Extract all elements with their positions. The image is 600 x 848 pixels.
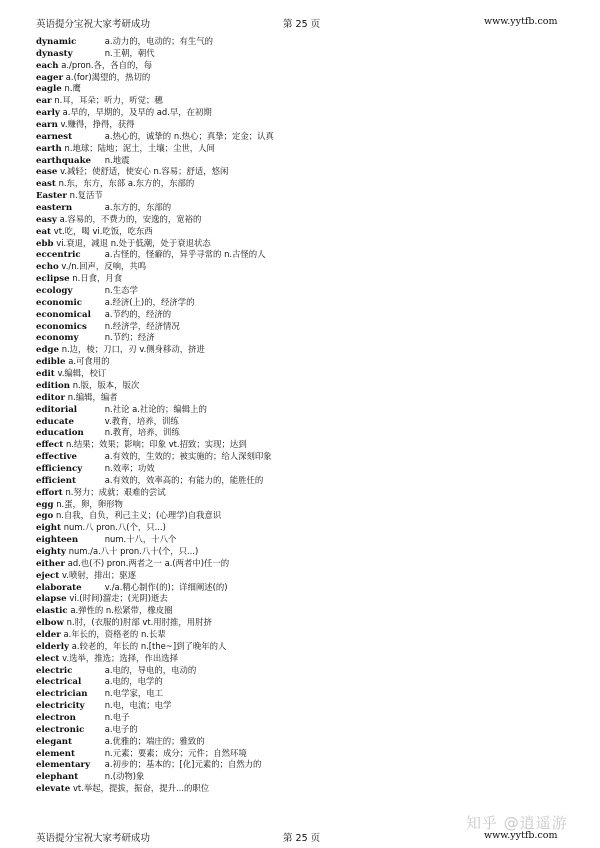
entry-definition: a.初步的；基本的；[化]元素的；自然力的: [104, 759, 262, 770]
vocab-entry: [36, 665, 576, 677]
vocab-entry: [36, 629, 576, 641]
entry-word: eagle: [36, 84, 62, 95]
entry-definition: a.东方的，东部的: [104, 202, 172, 213]
entry-definition: num.八 pron.八(个，只...): [63, 522, 166, 533]
vocab-entry: [36, 380, 576, 392]
vocab-entry: [36, 214, 576, 226]
entry-definition: n.蛋，卵，卵形物: [56, 498, 123, 509]
vocab-entry: [36, 72, 576, 84]
vocab-entry: [36, 558, 576, 570]
vocab-entry: [36, 83, 576, 95]
entry-word: ease: [36, 167, 58, 178]
vocab-entry: [36, 593, 576, 605]
entry-definition: v.减轻；使舒适，使安心 n.容易；舒适，悠闲: [60, 166, 229, 177]
entry-definition: n.复活节: [69, 190, 103, 201]
entry-word: egg: [36, 499, 54, 510]
entry-definition: a.古怪的，怪癖的，异乎寻常的 n.古怪的人: [104, 249, 266, 260]
entry-word: elevate: [36, 784, 71, 795]
entry-definition: v./a.精心制作(的)；详细阐述(的): [104, 581, 228, 592]
entry-definition: n.结果；效果；影响；印象 vt.招致；实现；达到: [65, 439, 247, 450]
footer-page-number: 第 25 页: [283, 833, 321, 844]
entry-definition: a.较老的，年长的 n.[the~]到了晚年的人: [71, 640, 227, 651]
vocab-entry: [36, 688, 576, 700]
watermark: 知乎 @逍遥游: [466, 814, 568, 832]
vocabulary-list: [36, 36, 576, 795]
vocab-entry: [36, 724, 576, 736]
vocab-entry: [36, 522, 576, 534]
entry-word: eight: [36, 523, 61, 534]
page-header: [0, 16, 600, 30]
entry-word: east: [36, 179, 56, 190]
entry-word: elderly: [36, 641, 69, 652]
entry-word: either: [36, 558, 65, 569]
entry-word: earthquake: [36, 155, 92, 166]
entry-definition: v.喷射，排出；驱逐: [61, 569, 136, 580]
entry-definition: n.生态学: [104, 285, 138, 296]
entry-word: editorial: [36, 404, 78, 415]
vocab-entry: [36, 309, 576, 321]
vocab-entry: [36, 463, 576, 475]
entry-word: eclipse: [36, 274, 70, 285]
vocab-entry: [36, 60, 576, 72]
vocab-entry: [36, 759, 576, 771]
vocab-entry: [36, 582, 576, 594]
entry-definition: a.弹性的 n.松紧带，橡皮圈: [70, 605, 173, 616]
vocab-entry: [36, 771, 576, 783]
vocab-entry: [36, 570, 576, 582]
vocab-entry: [36, 605, 576, 617]
vocab-entry: [36, 178, 576, 190]
vocab-entry: [36, 107, 576, 119]
entry-definition: n.经济学，经济情况: [104, 320, 180, 331]
entry-definition: v.赚得，挣得，获得: [60, 119, 135, 130]
entry-definition: n.地球；陆地；泥土，土壤；尘世，人间: [64, 142, 215, 153]
entry-word: effect: [36, 440, 64, 451]
vocab-entry: [36, 36, 576, 48]
entry-definition: a./pron.各，各自的，每: [61, 59, 153, 70]
header-left-text: 英语提分宝祝大家考研成功: [36, 19, 151, 30]
vocab-entry: [36, 499, 576, 511]
entry-word: electric: [36, 665, 73, 676]
entry-definition: n.电子: [104, 711, 130, 722]
vocab-entry: [36, 712, 576, 724]
entry-definition: n.(动物)象: [104, 771, 145, 782]
entry-definition: n.东，东方，东部 a.东方的，东部的: [58, 178, 195, 189]
entry-word: educate: [36, 416, 74, 427]
entry-definition: n.版，版本，版次: [72, 379, 140, 390]
entry-word: electrician: [36, 689, 88, 700]
entry-word: element: [36, 748, 75, 759]
vocab-entry: [36, 297, 576, 309]
vocab-entry: [36, 546, 576, 558]
entry-word: elastic: [36, 606, 68, 617]
entry-word: edible: [36, 357, 66, 368]
entry-word: earth: [36, 143, 62, 154]
entry-definition: n.编辑，编者: [67, 391, 118, 402]
entry-definition: n.节约；经济: [104, 332, 155, 343]
footer-left-text: 英语提分宝祝大家考研成功: [36, 833, 151, 844]
entry-word: ego: [36, 511, 54, 522]
entry-definition: n.鹰: [64, 83, 81, 94]
entry-definition: vt.举起，提拔，振奋，提升...的职位: [72, 783, 210, 794]
entry-definition: a.节约的，经济的: [104, 308, 172, 319]
vocab-entry: [36, 404, 576, 416]
entry-word: edge: [36, 345, 59, 356]
entry-definition: a.(for)渴望的，热切的: [65, 71, 151, 82]
entry-definition: a.容易的，不费力的，安逸的，宽裕的: [59, 213, 202, 224]
entry-definition: vt.吃，喝 vi.吃饭，吃东西: [53, 225, 153, 236]
header-website: www.yytfb.com: [484, 16, 558, 27]
entry-word: effort: [36, 487, 63, 498]
entry-definition: n.王朝，朝代: [104, 47, 155, 58]
vocab-entry: [36, 131, 576, 143]
entry-word: electronic: [36, 724, 85, 735]
entry-definition: a.热心的，诚挚的 n.热心；真挚；定金；认真: [104, 130, 274, 141]
entry-word: dynasty: [36, 48, 73, 59]
entry-definition: n.社论 a.社论的；编辑上的: [104, 403, 207, 414]
entry-word: electrical: [36, 677, 82, 688]
vocab-entry: [36, 534, 576, 546]
entry-word: Easter: [36, 191, 67, 202]
vocab-entry: [36, 285, 576, 297]
entry-definition: num.十八，十八个: [104, 534, 177, 545]
entry-definition: n.肘，(衣服的)肘部 vt.用肘推，用肘挤: [66, 617, 212, 628]
vocab-entry: [36, 143, 576, 155]
vocab-entry: [36, 249, 576, 261]
entry-definition: v.编辑，校订: [57, 368, 107, 379]
entry-word: echo: [36, 262, 59, 273]
entry-word: efficient: [36, 475, 76, 486]
vocab-entry: [36, 451, 576, 463]
entry-word: elaborate: [36, 582, 82, 593]
entry-word: economics: [36, 321, 87, 332]
vocab-entry: [36, 700, 576, 712]
vocab-entry: [36, 226, 576, 238]
entry-word: economy: [36, 333, 79, 344]
entry-word: efficiency: [36, 463, 83, 474]
vocab-entry: [36, 783, 576, 795]
entry-word: elbow: [36, 618, 64, 629]
entry-definition: ad.也(不) pron.两者之一 a.(两者中)任一的: [67, 557, 230, 568]
vocab-entry: [36, 653, 576, 665]
vocab-entry: [36, 273, 576, 285]
entry-word: ecology: [36, 286, 73, 297]
entry-definition: a.可食用的: [68, 356, 110, 367]
entry-definition: n.电学家，电工: [104, 688, 163, 699]
vocab-entry: [36, 641, 576, 653]
entry-word: eighteen: [36, 535, 79, 546]
entry-word: education: [36, 428, 84, 439]
entry-definition: n.日食，月食: [72, 273, 123, 284]
entry-definition: n.努力；成就；艰难的尝试: [65, 486, 166, 497]
entry-word: earnest: [36, 131, 73, 142]
page-footer: [0, 830, 600, 844]
entry-word: eject: [36, 570, 60, 581]
entry-definition: v.选举，推选；选择，作出选择: [62, 652, 178, 663]
vocab-entry: [36, 510, 576, 522]
vocab-entry: [36, 748, 576, 760]
vocab-entry: [36, 617, 576, 629]
entry-word: electron: [36, 712, 76, 723]
entry-word: eastern: [36, 203, 73, 214]
vocab-entry: [36, 321, 576, 333]
entry-word: ear: [36, 96, 52, 107]
entry-word: economic: [36, 297, 83, 308]
entry-word: elegant: [36, 736, 72, 747]
vocab-entry: [36, 238, 576, 250]
entry-word: early: [36, 108, 60, 119]
vocab-entry: [36, 676, 576, 688]
entry-word: elementary: [36, 760, 91, 771]
entry-definition: a.年长的，资格老的 n.长辈: [63, 628, 166, 639]
vocab-entry: [36, 48, 576, 60]
entry-definition: v./n.回声，反响，共鸣: [61, 261, 147, 272]
entry-word: dynamic: [36, 37, 77, 47]
vocab-entry: [36, 344, 576, 356]
footer-website: www.yytfb.com: [484, 830, 558, 841]
entry-word: elder: [36, 629, 61, 640]
entry-definition: vi.(时间)溜走；(光阴)逝去: [69, 593, 168, 604]
entry-definition: a.电子的: [104, 723, 138, 734]
entry-word: earn: [36, 120, 58, 131]
vocab-entry: [36, 166, 576, 178]
entry-definition: n.地震: [104, 154, 130, 165]
entry-word: editor: [36, 392, 65, 403]
entry-word: elect: [36, 653, 60, 664]
vocab-entry: [36, 487, 576, 499]
entry-definition: a.动力的，电动的；有生气的: [104, 36, 214, 46]
vocab-entry: [36, 736, 576, 748]
vocab-entry: [36, 356, 576, 368]
entry-definition: a.电的，导电的，电动的: [104, 664, 197, 675]
entry-word: eighty: [36, 546, 66, 557]
vocab-entry: [36, 392, 576, 404]
entry-definition: a.有效的，效率高的；有能力的，能胜任的: [104, 474, 264, 485]
entry-word: each: [36, 60, 59, 71]
entry-definition: a.优雅的；端庄的；雅致的: [104, 735, 205, 746]
entry-word: economical: [36, 309, 91, 320]
vocab-entry: [36, 416, 576, 428]
entry-word: easy: [36, 214, 57, 225]
header-page-number: 第 25 页: [283, 19, 321, 30]
vocab-entry: [36, 439, 576, 451]
vocab-entry: [36, 261, 576, 273]
vocab-entry: [36, 368, 576, 380]
vocab-entry: [36, 119, 576, 131]
entry-definition: n.教育，培养，训练: [104, 427, 180, 438]
vocab-entry: [36, 475, 576, 487]
entry-word: elephant: [36, 772, 79, 783]
entry-word: eat: [36, 226, 52, 237]
entry-definition: n.效率；功效: [104, 462, 155, 473]
entry-definition: n.边，棱；刀口，刃 v.侧身移动，挤进: [61, 344, 205, 355]
vocab-entry: [36, 332, 576, 344]
entry-word: effective: [36, 452, 77, 463]
entry-definition: num./a.八十 pron.八十(个，只...): [68, 545, 199, 556]
entry-definition: a.有效的，生效的；被实施的；给人深刻印象: [104, 451, 272, 462]
entry-definition: a.经济(上)的，经济学的: [104, 296, 195, 307]
entry-word: edition: [36, 380, 70, 391]
entry-definition: n.电，电流；电学: [104, 700, 172, 711]
entry-word: elapse: [36, 594, 67, 605]
vocab-entry: [36, 95, 576, 107]
entry-word: edit: [36, 369, 55, 380]
entry-definition: n.元素；要素；成分；元件；自然环境: [104, 747, 247, 758]
vocab-entry: [36, 202, 576, 214]
entry-word: ebb: [36, 238, 54, 249]
entry-word: electricity: [36, 701, 85, 712]
entry-definition: a.早的，早期的，及早的 ad.早，在初期: [62, 107, 212, 118]
vocab-entry: [36, 190, 576, 202]
entry-word: eccentric: [36, 250, 81, 261]
vocab-entry: [36, 427, 576, 439]
entry-word: eager: [36, 72, 64, 83]
entry-definition: n.耳，耳朵；听力，听觉；穗: [54, 95, 163, 106]
entry-definition: v.教育，培养，训练: [104, 415, 179, 426]
entry-definition: vi.衰退，减退 n.处于低潮，处于衰退状态: [56, 237, 211, 248]
entry-definition: a.电的，电学的: [104, 676, 163, 687]
vocab-entry: [36, 155, 576, 167]
entry-definition: n.自我，自负，利己主义；(心理学)自我意识: [55, 510, 222, 521]
